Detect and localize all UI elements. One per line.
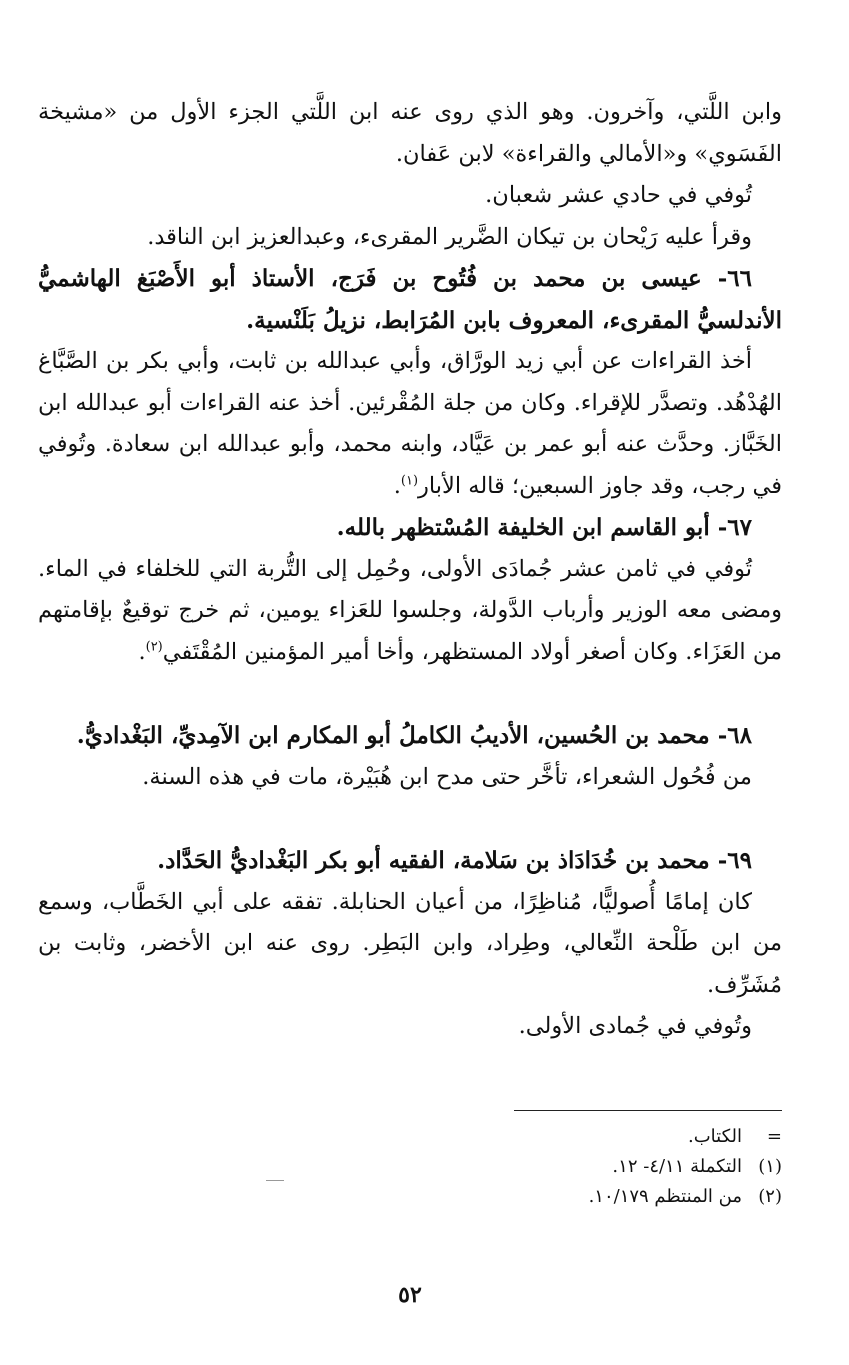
entry-body-text: تُوفي في ثامن عشر جُمادَى الأولى، وحُمِل إلى التُّربة التي للخلفاء في الماء. ومضى معه الوزير وأرباب الدَّولة، وجلسوا للعَزاء يومين، ثم خرج توقيعٌ بإقامتهم من العَزَاء. وكان أصغر أولاد المستظهر، وأخا أمير المؤمنين المُقْتَفي [38,555,782,665]
entry-body-text: أخذ القراءات عن أبي زيد الورَّاق، وأبي عبدالله بن ثابت، وأبي بكر بن الصَّبَّاغ الهُدْهُد. وتصدَّر للإقراء. وكان من جلة المُقْرئين. أخذ عنه القراءات أبو عبدالله ابن الخَبَّاز. وحدَّث عنه أبو عمر بن عَيَّاد، وابنه محمد، وأبو عبدالله ابن سعادة. وتُوفي في رجب، وقد جاوز السبعين؛ قاله الأبار [38,348,782,499]
footnote-mark: = [766,1126,782,1147]
footnote-text: من المنتظم ١٠/١٧٩. [588,1186,742,1207]
entry-heading: ٦٦- عيسى بن محمد بن فُتُوح بن فَرَج، الأستاذ أبو الأَصْبَغ الهاشميُّ الأندلسيُّ المقرىء، المعروف بابن المُرَابط، نزيلُ بَلَنْسية. [38,265,782,334]
footnote-mark: (١) [758,1156,782,1177]
scan-mark [266,1180,284,1181]
entry-heading: ٦٨- محمد بن الحُسين، الأديبُ الكاملُ أبو المكارم ابن الآمِديِّ، البَغْداديُّ. [76,722,752,749]
entry-heading: ٦٧- أبو القاسم ابن الخليفة المُسْتظهر بالله. [336,514,752,541]
entry-body-end: . [138,638,146,665]
footnote-ref[interactable]: (١) [400,473,419,488]
footnote-ref[interactable]: (٢) [145,639,163,654]
footnote-item [38,1152,782,1182]
entry-body: من فُحُول الشعراء، تأخَّر حتى مدح ابن هُبَيْرة، مات في هذه السنة. [142,763,752,790]
biography-entry-68 [38,715,782,798]
biography-entry-67 [38,507,782,673]
entry-body [38,341,782,507]
footnote-item [38,1182,782,1212]
footnote-divider [514,1110,782,1111]
continued-paragraph: وابن اللَّتي، وآخرون. وهو الذي روى عنه ابن اللَّتي الجزء الأول من «مشيخة الفَسَوي» و«الأمالي والقراءة» لابن عَفان. [38,99,782,167]
footnote-item [38,1122,782,1152]
continued-entry [38,92,782,258]
page-number: ٥٢ [398,1282,422,1308]
entry-death-date: وتُوفي في جُمادى الأولى. [518,1013,752,1039]
biography-entry-66 [38,258,782,507]
footnotes [38,1122,782,1212]
footnote-mark: (٢) [758,1186,782,1207]
biography-entry-69 [38,840,782,1048]
students-paragraph: وقرأ عليه رَيْحان بن تيكان الضَّرير المقرىء، وعبدالعزيز ابن الناقد. [147,223,752,250]
entry-body-end: . [393,472,401,499]
death-date-paragraph: تُوفي في حادي عشر شعبان. [485,182,752,208]
footnote-text: الكتاب. [687,1126,742,1147]
footnote-text: التكملة ٤/١١- ١٢. [612,1156,742,1177]
entry-body: كان إمامًا أُصوليًّا، مُناظِرًا، من أعيان الحنابلة. تفقه على أبي الخَطَّاب، وسمع من ابن طَلْحة النِّعالي، وطِراد، وابن البَطِر. روى عنه ابن الأخضر، وثابت بن مُشَرِّف. [38,888,782,998]
entry-body [38,549,782,674]
entry-heading: ٦٩- محمد بن خُدَادَاذ بن سَلامة، الفقيه أبو بكر البَغْداديُّ الحَدَّاد. [157,847,752,874]
book-page [38,92,782,1332]
